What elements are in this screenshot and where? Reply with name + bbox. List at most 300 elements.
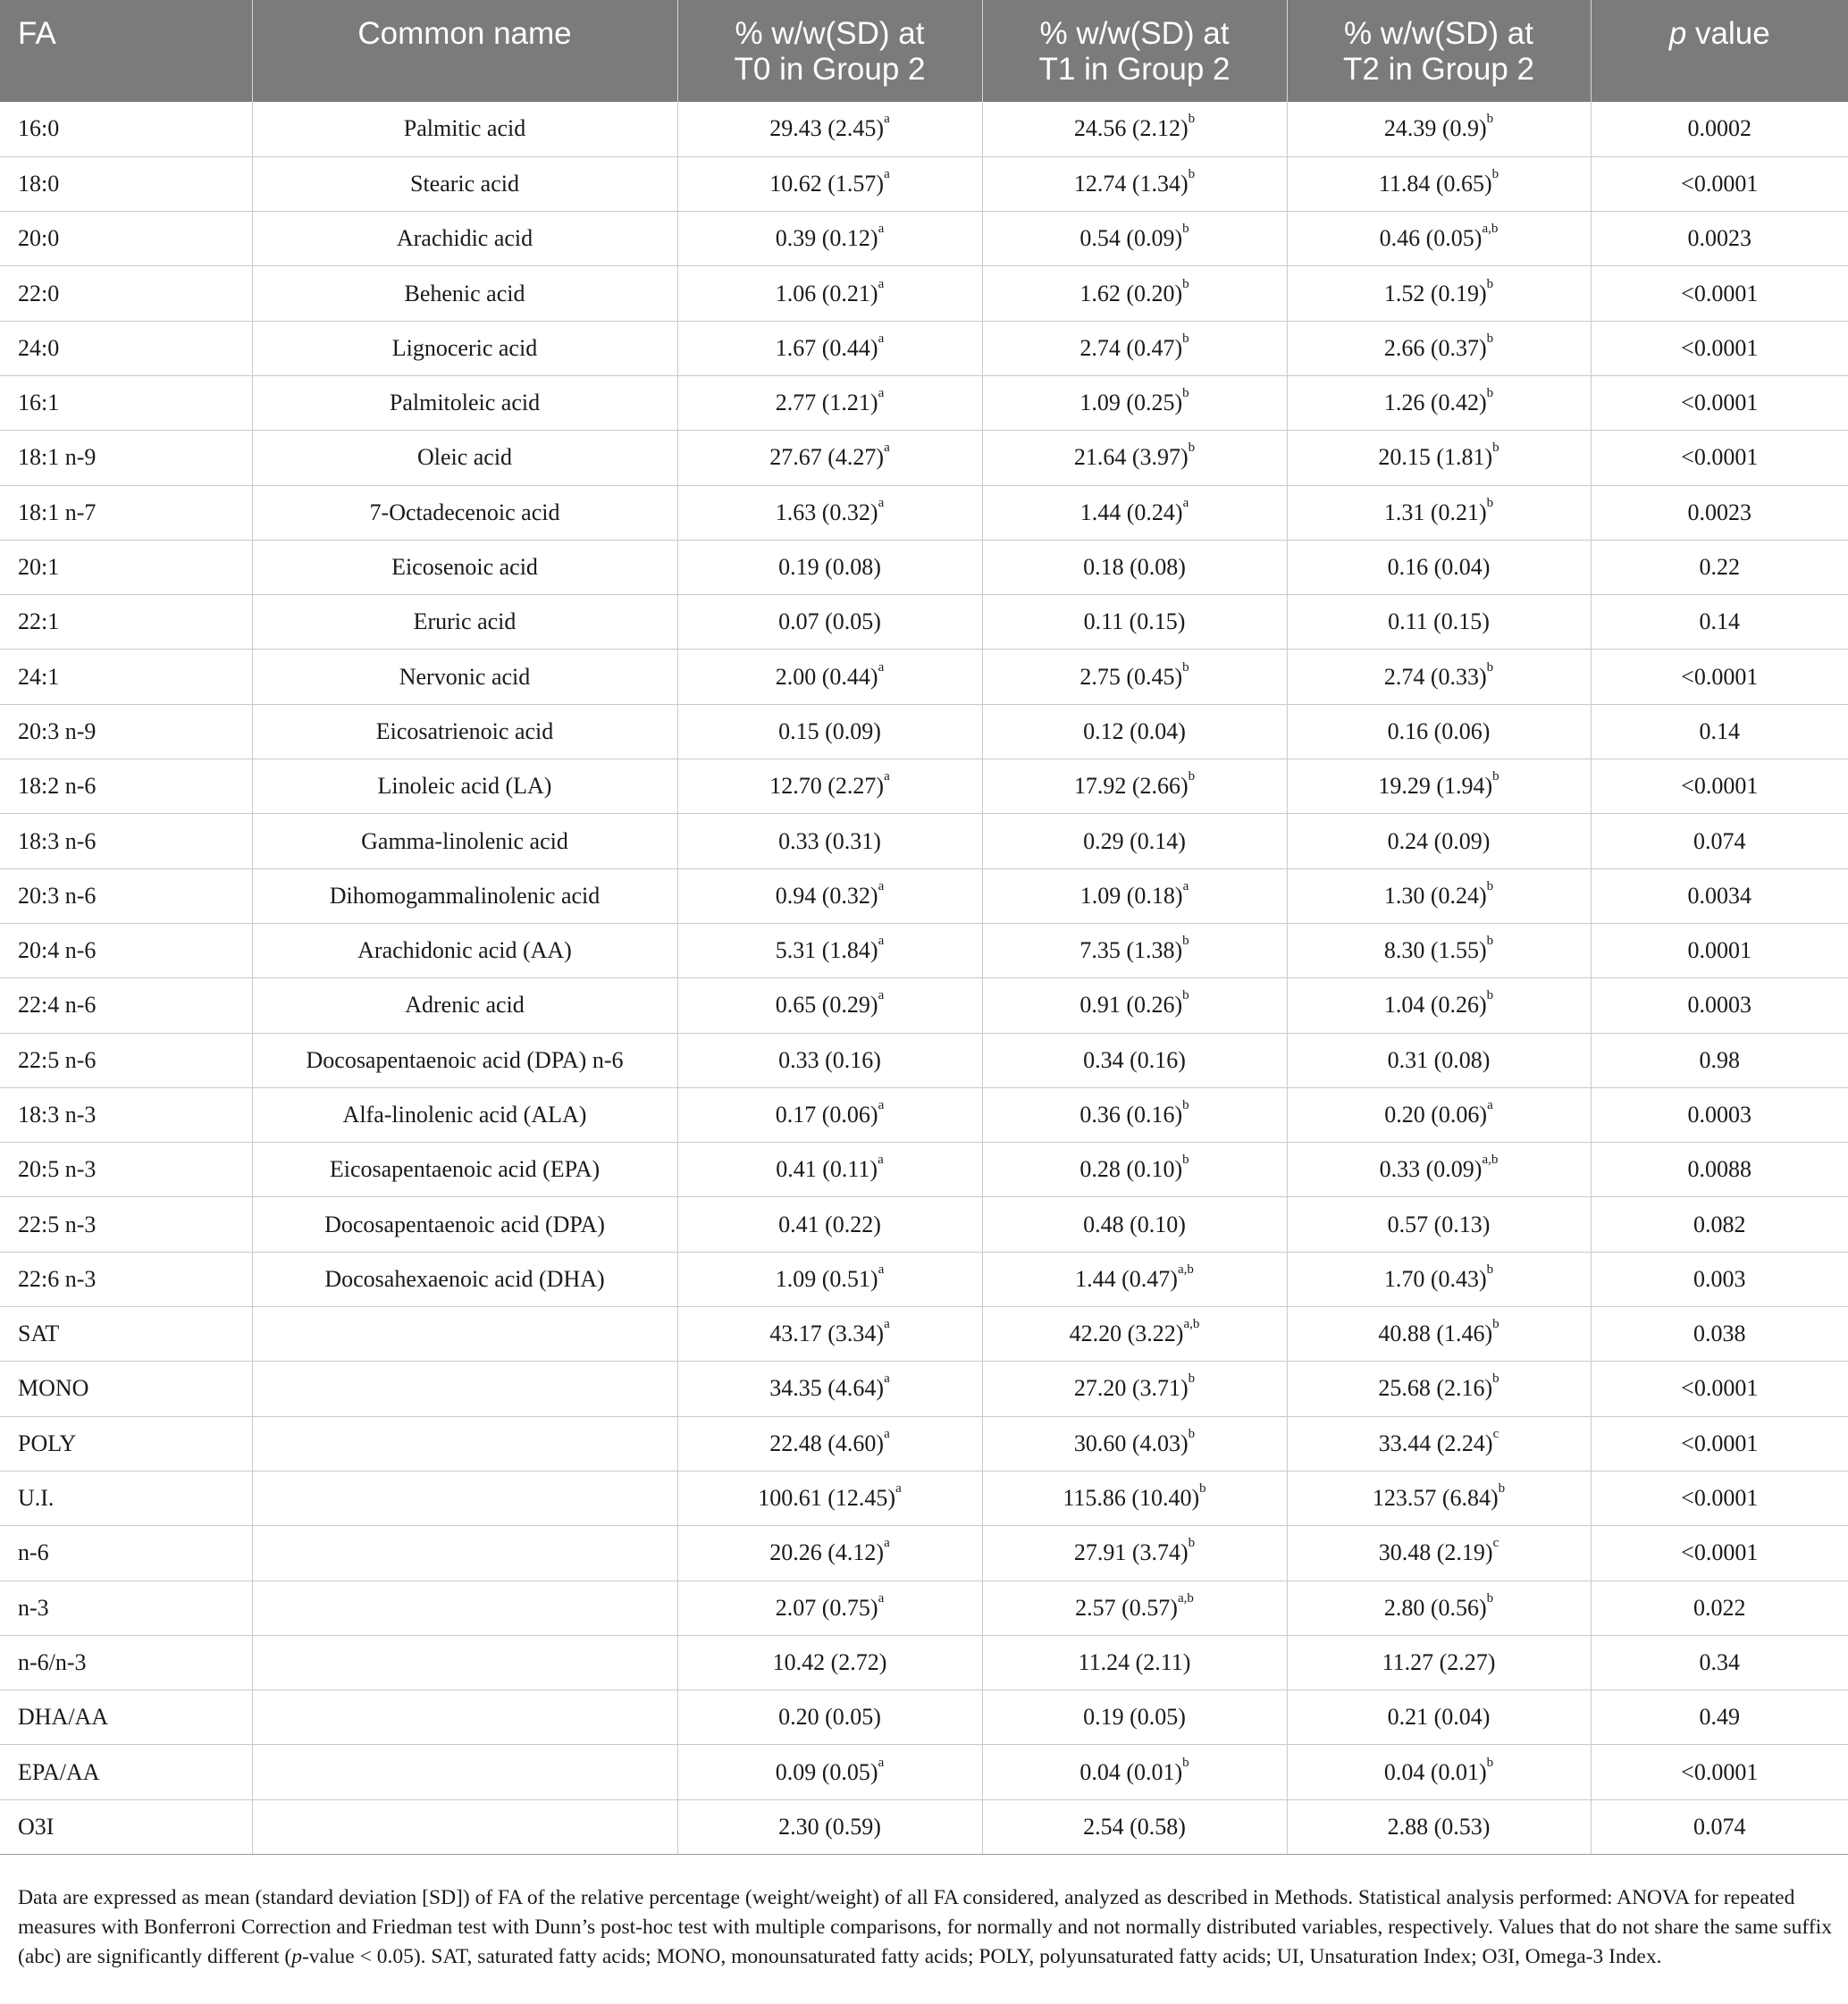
cell-common-name: Nervonic acid — [252, 650, 677, 704]
cell-common-name: Gamma-linolenic acid — [252, 814, 677, 868]
cell-p-value: <0.0001 — [1591, 1745, 1848, 1799]
cell-p-value: 0.14 — [1591, 595, 1848, 650]
cell-t0: 10.42 (2.72) — [677, 1635, 982, 1690]
cell-fa: 18:2 n-6 — [0, 759, 252, 814]
table-row — [0, 1362, 1848, 1416]
table-row — [0, 1745, 1848, 1799]
cell-p-value: 0.98 — [1591, 1033, 1848, 1087]
significance-suffix: a — [884, 1317, 890, 1332]
cell-t0: 20.26 $(4.12)^a$ — [677, 1526, 982, 1581]
cell-t1: 0.36 $(0.16)^b$ — [982, 1087, 1287, 1142]
cell-common-name: Stearic acid — [252, 156, 677, 211]
cell-fa: 18:0 — [0, 156, 252, 211]
cell-t2: 1.70 $(0.43)^b$ — [1287, 1252, 1591, 1306]
cell-t2: 33.44 $(2.24)^c$ — [1287, 1416, 1591, 1471]
cell-fa: 18:3 n-6 — [0, 814, 252, 868]
cell-t2: 0.20 $(0.06)^a$ — [1287, 1087, 1591, 1142]
cell-p-value: 0.0002 — [1591, 102, 1848, 156]
cell-common-name: Eicosapentaenoic acid (EPA) — [252, 1143, 677, 1197]
significance-suffix: b — [1486, 386, 1494, 401]
cell-t0: 0.39 $(0.12)^a$ — [677, 212, 982, 266]
table-row — [0, 1526, 1848, 1581]
cell-t0: 0.33 (0.31) — [677, 814, 982, 868]
cell-common-name: Docosapentaenoic acid (DPA) — [252, 1197, 677, 1252]
cell-t1: 0.54 $(0.09)^b$ — [982, 212, 1287, 266]
cell-t0: 2.07 $(0.75)^a$ — [677, 1581, 982, 1635]
significance-suffix: c — [1492, 1426, 1499, 1441]
significance-suffix: b — [1492, 1371, 1499, 1387]
cell-t0: 0.41 $(0.11)^a$ — [677, 1143, 982, 1197]
cell-p-value: 0.022 — [1591, 1581, 1848, 1635]
table-row — [0, 1087, 1848, 1142]
cell-p-value: 0.082 — [1591, 1197, 1848, 1252]
significance-suffix: b — [1486, 276, 1494, 291]
cell-t2: 0.57 (0.13) — [1287, 1197, 1591, 1252]
significance-suffix: a — [878, 1097, 885, 1112]
table-row — [0, 1799, 1848, 1854]
table-row — [0, 212, 1848, 266]
significance-suffix: b — [1188, 112, 1196, 127]
cell-t0: 1.06 $(0.21)^a$ — [677, 266, 982, 321]
cell-fa: SAT — [0, 1307, 252, 1362]
cell-t2: 11.27 (2.27) — [1287, 1635, 1591, 1690]
cell-t0: 12.70 $(2.27)^a$ — [677, 759, 982, 814]
table-row — [0, 1416, 1848, 1471]
cell-t1: 0.91 $(0.26)^b$ — [982, 978, 1287, 1033]
cell-common-name — [252, 1307, 677, 1362]
cell-p-value: <0.0001 — [1591, 759, 1848, 814]
table-row — [0, 923, 1848, 977]
cell-fa: 22:1 — [0, 595, 252, 650]
cell-t2: 8.30 $(1.55)^b$ — [1287, 923, 1591, 977]
table-row — [0, 1252, 1848, 1306]
cell-p-value: 0.49 — [1591, 1690, 1848, 1745]
cell-t1: 1.62 $(0.20)^b$ — [982, 266, 1287, 321]
significance-suffix: a,b — [1183, 1317, 1200, 1332]
cell-t1: 0.29 (0.14) — [982, 814, 1287, 868]
cell-t2: 0.31 (0.08) — [1287, 1033, 1591, 1087]
cell-t0: 10.62 $(1.57)^a$ — [677, 156, 982, 211]
cell-common-name — [252, 1581, 677, 1635]
significance-suffix: b — [1492, 769, 1499, 784]
cell-fa: U.I. — [0, 1471, 252, 1525]
significance-suffix: a — [895, 1481, 902, 1497]
cell-fa: 20:3 n-6 — [0, 868, 252, 923]
significance-suffix: b — [1188, 440, 1196, 456]
cell-p-value: <0.0001 — [1591, 321, 1848, 375]
cell-t0: 0.94 $(0.32)^a$ — [677, 868, 982, 923]
table-row — [0, 156, 1848, 211]
cell-fa: 22:5 n-6 — [0, 1033, 252, 1087]
cell-t0: 5.31 $(1.84)^a$ — [677, 923, 982, 977]
cell-t2: 2.74 $(0.33)^b$ — [1287, 650, 1591, 704]
cell-t2: 1.30 $(0.24)^b$ — [1287, 868, 1591, 923]
table-row — [0, 1033, 1848, 1087]
table-row — [0, 540, 1848, 594]
cell-t0: 0.09 $(0.05)^a$ — [677, 1745, 982, 1799]
cell-p-value: <0.0001 — [1591, 1526, 1848, 1581]
significance-suffix: a — [884, 1426, 890, 1441]
cell-common-name: Palmitic acid — [252, 102, 677, 156]
cell-t1: 0.12 (0.04) — [982, 704, 1287, 759]
cell-t1: 0.28 $(0.10)^b$ — [982, 1143, 1287, 1197]
table-row — [0, 814, 1848, 868]
cell-common-name — [252, 1690, 677, 1745]
significance-suffix: b — [1188, 1371, 1196, 1387]
cell-t1: 1.09 $(0.18)^a$ — [982, 868, 1287, 923]
cell-common-name — [252, 1799, 677, 1854]
cell-t1: 7.35 $(1.38)^b$ — [982, 923, 1287, 977]
significance-suffix: a — [878, 331, 885, 346]
significance-suffix: a — [1182, 495, 1189, 510]
significance-suffix: b — [1492, 1317, 1499, 1332]
cell-t1: 115.86 $(10.40)^b$ — [982, 1471, 1287, 1525]
cell-t1: 27.91 $(3.74)^b$ — [982, 1526, 1287, 1581]
cell-p-value: 0.0023 — [1591, 485, 1848, 540]
significance-suffix: c — [1492, 1536, 1499, 1551]
cell-p-value: 0.003 — [1591, 1252, 1848, 1306]
cell-fa: 22:4 n-6 — [0, 978, 252, 1033]
significance-suffix: a — [878, 495, 885, 510]
cell-common-name: Arachidonic acid (AA) — [252, 923, 677, 977]
cell-common-name: Docosahexaenoic acid (DHA) — [252, 1252, 677, 1306]
cell-t2: 19.29 $(1.94)^b$ — [1287, 759, 1591, 814]
cell-t0: 0.65 $(0.29)^a$ — [677, 978, 982, 1033]
significance-suffix: a,b — [1482, 222, 1499, 237]
cell-fa: 16:1 — [0, 375, 252, 430]
cell-t2: 0.16 (0.06) — [1287, 704, 1591, 759]
cell-p-value: <0.0001 — [1591, 650, 1848, 704]
significance-suffix: b — [1199, 1481, 1206, 1497]
cell-fa: O3I — [0, 1799, 252, 1854]
significance-suffix: b — [1182, 934, 1189, 949]
table-footnote: Data are expressed as mean (standard deviation [SD]) of FA of the relative percentage (weight/weight) of all FA considered, analyzed as described in Methods. Statistical analysis performed: ANOVA for repeated measures with Bonferroni Correction and Friedman test with Dunn’s post-hoc test with multiple comparisons, for normally and not normally distributed variables, respectively. Values that do not share the same suffix (abc) are significantly different (p-value < 0.05). SAT, saturated fatty acids; MONO, monounsaturated fatty acids; POLY, polyunsaturated fatty acids; UI, Unsaturation Index; O3I, Omega-3 Index. — [18, 1886, 1832, 1968]
significance-suffix: a — [884, 1536, 890, 1551]
cell-fa: 24:0 — [0, 321, 252, 375]
cell-t2: 2.66 $(0.37)^b$ — [1287, 321, 1591, 375]
cell-common-name: Arachidic acid — [252, 212, 677, 266]
significance-suffix: a — [878, 222, 885, 237]
cell-p-value: 0.14 — [1591, 704, 1848, 759]
cell-common-name: Eicosatrienoic acid — [252, 704, 677, 759]
cell-t2: 1.26 $(0.42)^b$ — [1287, 375, 1591, 430]
cell-t0: 29.43 $(2.45)^a$ — [677, 102, 982, 156]
cell-fa: DHA/AA — [0, 1690, 252, 1745]
cell-t2: 11.84 $(0.65)^b$ — [1287, 156, 1591, 211]
significance-suffix: b — [1188, 769, 1196, 784]
cell-t2: 30.48 $(2.19)^c$ — [1287, 1526, 1591, 1581]
cell-p-value: 0.22 — [1591, 540, 1848, 594]
header-t1: % w/w(SD) at T1 in Group 2 — [982, 0, 1287, 102]
significance-suffix: b — [1492, 440, 1499, 456]
cell-fa: 18:1 n-7 — [0, 485, 252, 540]
cell-t2: 20.15 $(1.81)^b$ — [1287, 431, 1591, 485]
cell-t2: 0.21 (0.04) — [1287, 1690, 1591, 1745]
significance-suffix: a — [878, 1590, 885, 1606]
cell-common-name: Eruric acid — [252, 595, 677, 650]
cell-t1: 17.92 $(2.66)^b$ — [982, 759, 1287, 814]
cell-t1: 0.18 (0.08) — [982, 540, 1287, 594]
cell-fa: 20:4 n-6 — [0, 923, 252, 977]
cell-p-value: <0.0001 — [1591, 1471, 1848, 1525]
cell-t0: 27.67 $(4.27)^a$ — [677, 431, 982, 485]
table-row — [0, 266, 1848, 321]
cell-p-value: <0.0001 — [1591, 431, 1848, 485]
cell-common-name — [252, 1471, 677, 1525]
significance-suffix: b — [1491, 166, 1499, 181]
cell-fa: 20:5 n-3 — [0, 1143, 252, 1197]
table-row — [0, 1471, 1848, 1525]
significance-suffix: a — [878, 1153, 884, 1168]
cell-p-value: <0.0001 — [1591, 266, 1848, 321]
cell-p-value: 0.0023 — [1591, 212, 1848, 266]
significance-suffix: b — [1182, 1153, 1189, 1168]
cell-fa: 22:6 n-3 — [0, 1252, 252, 1306]
cell-t1: 1.44 $(0.47)^{a,b}$ — [982, 1252, 1287, 1306]
table-row — [0, 1635, 1848, 1690]
cell-common-name — [252, 1362, 677, 1416]
table-row — [0, 978, 1848, 1033]
cell-common-name: Linoleic acid (LA) — [252, 759, 677, 814]
cell-fa: n-6 — [0, 1526, 252, 1581]
cell-t0: 22.48 $(4.60)^a$ — [677, 1416, 982, 1471]
significance-suffix: b — [1486, 988, 1494, 1003]
cell-fa: 24:1 — [0, 650, 252, 704]
cell-t1: 0.48 (0.10) — [982, 1197, 1287, 1252]
cell-p-value: 0.074 — [1591, 814, 1848, 868]
cell-p-value: 0.074 — [1591, 1799, 1848, 1854]
significance-suffix: b — [1182, 659, 1189, 675]
significance-suffix: b — [1486, 331, 1494, 346]
cell-common-name: Lignoceric acid — [252, 321, 677, 375]
significance-suffix: a — [878, 1262, 885, 1277]
significance-suffix: a — [1487, 1097, 1493, 1112]
table-row — [0, 704, 1848, 759]
cell-p-value: 0.0088 — [1591, 1143, 1848, 1197]
cell-p-value: 0.0034 — [1591, 868, 1848, 923]
table-row — [0, 485, 1848, 540]
significance-suffix: a,b — [1177, 1262, 1194, 1277]
cell-t2: 25.68 $(2.16)^b$ — [1287, 1362, 1591, 1416]
cell-t1: 2.57 $(0.57)^{a,b}$ — [982, 1581, 1287, 1635]
significance-suffix: b — [1486, 495, 1494, 510]
cell-t1: 42.20 $(3.22)^{a,b}$ — [982, 1307, 1287, 1362]
significance-suffix: a — [878, 659, 885, 675]
cell-common-name: Eicosenoic acid — [252, 540, 677, 594]
significance-suffix: b — [1486, 878, 1494, 893]
table-row — [0, 1307, 1848, 1362]
table-row — [0, 595, 1848, 650]
table-row — [0, 321, 1848, 375]
significance-suffix: a — [878, 386, 885, 401]
cell-t0: 1.67 $(0.44)^a$ — [677, 321, 982, 375]
significance-suffix: b — [1486, 112, 1494, 127]
cell-t1: 27.20 $(3.71)^b$ — [982, 1362, 1287, 1416]
cell-common-name — [252, 1745, 677, 1799]
significance-suffix: b — [1182, 386, 1189, 401]
header-common-name: Common name — [252, 0, 677, 102]
cell-t1: 1.09 $(0.25)^b$ — [982, 375, 1287, 430]
cell-t1: 11.24 (2.11) — [982, 1635, 1287, 1690]
header-t2: % w/w(SD) at T2 in Group 2 — [1287, 0, 1591, 102]
cell-fa: 18:1 n-9 — [0, 431, 252, 485]
cell-t0: 0.33 (0.16) — [677, 1033, 982, 1087]
cell-t0: 2.30 (0.59) — [677, 1799, 982, 1854]
cell-t0: 2.77 $(1.21)^a$ — [677, 375, 982, 430]
cell-t2: 2.88 (0.53) — [1287, 1799, 1591, 1854]
table-header-row — [0, 0, 1848, 102]
cell-p-value: 0.34 — [1591, 1635, 1848, 1690]
cell-p-value: 0.0001 — [1591, 923, 1848, 977]
cell-t2: 0.16 (0.04) — [1287, 540, 1591, 594]
significance-suffix: a — [884, 166, 890, 181]
significance-suffix: b — [1182, 988, 1189, 1003]
cell-p-value: 0.0003 — [1591, 1087, 1848, 1142]
significance-suffix: a,b — [1177, 1590, 1194, 1606]
cell-t0: 0.07 (0.05) — [677, 595, 982, 650]
cell-t2: 24.39 $(0.9)^b$ — [1287, 102, 1591, 156]
cell-t0: 0.19 (0.08) — [677, 540, 982, 594]
cell-common-name: Alfa-linolenic acid (ALA) — [252, 1087, 677, 1142]
cell-t1: 24.56 $(2.12)^b$ — [982, 102, 1287, 156]
cell-t1: 1.44 $(0.24)^a$ — [982, 485, 1287, 540]
significance-suffix: b — [1182, 1097, 1189, 1112]
significance-suffix: a — [884, 769, 890, 784]
cell-p-value: <0.0001 — [1591, 1416, 1848, 1471]
table-row — [0, 431, 1848, 485]
cell-t0: 0.17 $(0.06)^a$ — [677, 1087, 982, 1142]
significance-suffix: b — [1182, 1755, 1189, 1770]
significance-suffix: a — [878, 934, 885, 949]
cell-t2: 0.11 (0.15) — [1287, 595, 1591, 650]
cell-fa: 16:0 — [0, 102, 252, 156]
cell-t2: 1.52 $(0.19)^b$ — [1287, 266, 1591, 321]
significance-suffix: b — [1182, 276, 1189, 291]
cell-common-name: Dihomogammalinolenic acid — [252, 868, 677, 923]
cell-t2: 0.04 $(0.01)^b$ — [1287, 1745, 1591, 1799]
table-row — [0, 1690, 1848, 1745]
cell-fa: POLY — [0, 1416, 252, 1471]
cell-t2: 0.33 $(0.09)^{a,b}$ — [1287, 1143, 1591, 1197]
significance-suffix: b — [1486, 1590, 1494, 1606]
cell-t0: 2.00 $(0.44)^a$ — [677, 650, 982, 704]
cell-t2: 0.24 (0.09) — [1287, 814, 1591, 868]
cell-p-value: 0.038 — [1591, 1307, 1848, 1362]
cell-t2: 40.88 $(1.46)^b$ — [1287, 1307, 1591, 1362]
cell-p-value: <0.0001 — [1591, 1362, 1848, 1416]
significance-suffix: a — [878, 988, 885, 1003]
cell-common-name — [252, 1526, 677, 1581]
cell-t0: 1.09 $(0.51)^a$ — [677, 1252, 982, 1306]
significance-suffix: b — [1188, 1536, 1196, 1551]
cell-t2: 1.04 $(0.26)^b$ — [1287, 978, 1591, 1033]
header-t0: % w/w(SD) at T0 in Group 2 — [677, 0, 982, 102]
cell-fa: n-3 — [0, 1581, 252, 1635]
cell-common-name: Behenic acid — [252, 266, 677, 321]
cell-t0: 1.63 $(0.32)^a$ — [677, 485, 982, 540]
cell-common-name: 7-Octadecenoic acid — [252, 485, 677, 540]
table-row — [0, 1581, 1848, 1635]
table-row — [0, 1197, 1848, 1252]
cell-t1: 0.04 $(0.01)^b$ — [982, 1745, 1287, 1799]
cell-fa: 20:0 — [0, 212, 252, 266]
significance-suffix: a — [884, 1371, 890, 1387]
significance-suffix: a — [878, 878, 885, 893]
cell-fa: 22:5 n-3 — [0, 1197, 252, 1252]
cell-fa: 22:0 — [0, 266, 252, 321]
cell-t2: 0.46 $(0.05)^{a,b}$ — [1287, 212, 1591, 266]
cell-t0: 0.15 (0.09) — [677, 704, 982, 759]
cell-t0: 43.17 $(3.34)^a$ — [677, 1307, 982, 1362]
cell-fa: EPA/AA — [0, 1745, 252, 1799]
significance-suffix: b — [1188, 166, 1196, 181]
cell-t1: 2.74 $(0.47)^b$ — [982, 321, 1287, 375]
significance-suffix: b — [1182, 331, 1189, 346]
table-row — [0, 375, 1848, 430]
cell-t2: 123.57 $(6.84)^b$ — [1287, 1471, 1591, 1525]
cell-fa: n-6/n-3 — [0, 1635, 252, 1690]
table-row — [0, 1143, 1848, 1197]
significance-suffix: a — [878, 1755, 885, 1770]
cell-t1: 30.60 $(4.03)^b$ — [982, 1416, 1287, 1471]
cell-common-name: Palmitoleic acid — [252, 375, 677, 430]
cell-t2: 2.80 $(0.56)^b$ — [1287, 1581, 1591, 1635]
cell-common-name: Adrenic acid — [252, 978, 677, 1033]
significance-suffix: a — [1182, 878, 1189, 893]
cell-common-name — [252, 1416, 677, 1471]
cell-t2: 1.31 $(0.21)^b$ — [1287, 485, 1591, 540]
significance-suffix: b — [1182, 222, 1189, 237]
cell-t1: 2.54 (0.58) — [982, 1799, 1287, 1854]
significance-suffix: b — [1188, 1426, 1196, 1441]
cell-t0: 100.61 $(12.45)^a$ — [677, 1471, 982, 1525]
cell-t1: 0.34 (0.16) — [982, 1033, 1287, 1087]
significance-suffix: b — [1486, 659, 1494, 675]
cell-fa: MONO — [0, 1362, 252, 1416]
significance-suffix: a — [884, 112, 890, 127]
cell-fa: 18:3 n-3 — [0, 1087, 252, 1142]
cell-p-value: <0.0001 — [1591, 156, 1848, 211]
cell-t1: 12.74 $(1.34)^b$ — [982, 156, 1287, 211]
cell-common-name: Oleic acid — [252, 431, 677, 485]
cell-t1: 2.75 $(0.45)^b$ — [982, 650, 1287, 704]
cell-common-name: Docosapentaenoic acid (DPA) n-6 — [252, 1033, 677, 1087]
cell-t1: 0.11 (0.15) — [982, 595, 1287, 650]
significance-suffix: b — [1486, 1755, 1494, 1770]
cell-p-value: 0.0003 — [1591, 978, 1848, 1033]
significance-suffix: b — [1486, 934, 1494, 949]
table-row — [0, 650, 1848, 704]
significance-suffix: b — [1498, 1481, 1506, 1497]
cell-t0: 34.35 $(4.64)^a$ — [677, 1362, 982, 1416]
cell-t1: 0.19 (0.05) — [982, 1690, 1287, 1745]
significance-suffix: b — [1486, 1262, 1494, 1277]
significance-suffix: a — [884, 440, 890, 456]
header-fa: FA — [0, 0, 252, 102]
cell-fa: 20:3 n-9 — [0, 704, 252, 759]
cell-t1: 21.64 $(3.97)^b$ — [982, 431, 1287, 485]
table-row — [0, 868, 1848, 923]
cell-t0: 0.20 (0.05) — [677, 1690, 982, 1745]
table-row — [0, 759, 1848, 814]
cell-t0: 0.41 (0.22) — [677, 1197, 982, 1252]
cell-p-value: <0.0001 — [1591, 375, 1848, 430]
header-p-value: p value — [1591, 0, 1848, 102]
table-row — [0, 102, 1848, 156]
cell-fa: 20:1 — [0, 540, 252, 594]
significance-suffix: a — [878, 276, 885, 291]
cell-common-name — [252, 1635, 677, 1690]
